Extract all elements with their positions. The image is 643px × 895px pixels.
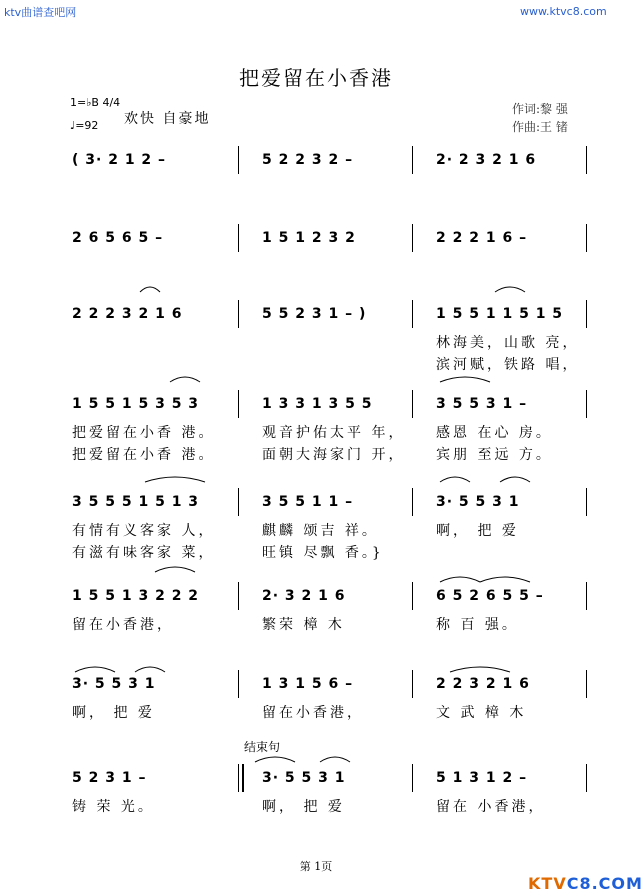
slur-arc	[140, 287, 160, 292]
slur-arc	[500, 477, 530, 482]
slur-arc	[450, 667, 510, 672]
lyric-verse-1: 有情有义客家 人，	[72, 523, 216, 539]
lyric-verse-1: 感恩 在心 房。	[436, 425, 553, 441]
measure-notes: 3· 5 5 3 1	[262, 770, 346, 786]
lyric-verse-2: 滨河赋，铁路 唱，	[436, 357, 580, 373]
lyric-verse-1: 繁荣 樟 木	[262, 617, 345, 633]
logo-part2: C8.COM	[566, 874, 643, 893]
lyric-verse-1: 啊， 把 爱	[72, 705, 155, 721]
lyric-verse-1: 称 百 强。	[436, 617, 519, 633]
lyric-verse-1: 观音护佑太平 年，	[262, 425, 406, 441]
measure-notes: 5 2 3 1 –	[72, 770, 147, 786]
lyric-verse-2: 宾朋 至远 方。	[436, 447, 553, 463]
lyric-verse-1: 文 武 樟 木	[436, 705, 527, 721]
lyric-verse-1: 把爱留在小香 港。	[72, 425, 216, 441]
measure-notes: 3 5 5 5 1 5 1 3	[72, 494, 200, 510]
slur-arc	[440, 377, 490, 382]
lyric-verse-1: 麒麟 颂吉 祥。	[262, 523, 379, 539]
ending-label: 结束句	[244, 740, 281, 754]
lyric-verse-2: 把爱留在小香 港。	[72, 447, 216, 463]
slur-arc	[480, 577, 530, 582]
lyric-verse-2: 有滋有味客家 菜，	[72, 545, 216, 561]
measure-notes: 2 2 3 2 1 6	[436, 676, 530, 692]
measure-notes: 2 2 2 3 2 1 6	[72, 306, 183, 322]
slur-arc	[440, 577, 480, 582]
lyric-verse-1: 啊， 把 爱	[262, 799, 345, 815]
measure-notes: 2 6 5 6 5 –	[72, 230, 164, 246]
measure-notes: 3 5 5 3 1 –	[436, 396, 528, 412]
watermark-left: ktv曲谱查吧网	[4, 6, 77, 19]
lyric-verse-1: 留在 小香港，	[436, 799, 546, 815]
slur-arc	[495, 287, 525, 292]
slur-arc	[440, 477, 470, 482]
measure-notes: 1 3 3 1 3 5 5	[262, 396, 373, 412]
lyricist-credit: 作词:黎 强	[512, 102, 568, 116]
measure-notes: 1 3 1 5 6 –	[262, 676, 354, 692]
tempo-mark: ♩=92	[70, 119, 99, 132]
measure-notes: 1 5 1 2 3 2	[262, 230, 356, 246]
composer-credit: 作曲:王 锗	[512, 120, 568, 134]
measure-notes: ( 3· 2 1 2 –	[72, 152, 167, 168]
measure-notes: 5 1 3 1 2 –	[436, 770, 528, 786]
slur-arc	[145, 477, 205, 482]
lyric-verse-1: 林海美，山歌 亮，	[436, 335, 580, 351]
logo-part1: KTV	[528, 874, 567, 893]
song-title: 把爱留在小香港	[239, 66, 393, 90]
measure-notes: 3 5 5 1 1 –	[262, 494, 354, 510]
slur-arc	[255, 757, 295, 762]
measure-notes: 2 2 2 1 6 –	[436, 230, 528, 246]
measure-notes: 3· 5 5 3 1	[436, 494, 520, 510]
slur-arc	[75, 667, 115, 672]
measure-notes: 5 2 2 3 2 –	[262, 152, 354, 168]
slur-arc	[170, 377, 200, 382]
measure-notes: 3· 5 5 3 1	[72, 676, 156, 692]
measure-notes: 1 5 5 1 5 3 5 3	[72, 396, 200, 412]
lyric-verse-2: 面朝大海家门 开，	[262, 447, 406, 463]
lyric-verse-1: 铸 荣 光。	[72, 799, 155, 815]
lyric-verse-1: 啊， 把 爱	[436, 523, 519, 539]
slur-arc	[155, 567, 195, 572]
measure-notes: 1 5 5 1 3 2 2 2	[72, 588, 200, 604]
key-signature: 1=♭B 4/4	[70, 96, 121, 109]
watermark-right: www.ktvc8.com	[520, 5, 607, 18]
lyric-verse-2: 旺镇 尽飘 香。}	[262, 545, 384, 561]
page-number: 第 1页	[299, 860, 333, 873]
lyric-verse-1: 留在小香港，	[72, 617, 174, 633]
measure-notes: 2· 2 3 2 1 6	[436, 152, 537, 168]
measure-notes: 5 5 2 3 1 – )	[262, 306, 367, 322]
slur-arc	[135, 667, 165, 672]
measure-notes: 6 5 2 6 5 5 –	[436, 588, 544, 604]
measure-notes: 1 5 5 1 1 5 1 5	[436, 306, 564, 322]
measure-notes: 2· 3 2 1 6	[262, 588, 346, 604]
lyric-verse-1: 留在小香港，	[262, 705, 364, 721]
slur-arc	[320, 757, 350, 762]
expression-mark: 欢快 自豪地	[124, 111, 211, 127]
